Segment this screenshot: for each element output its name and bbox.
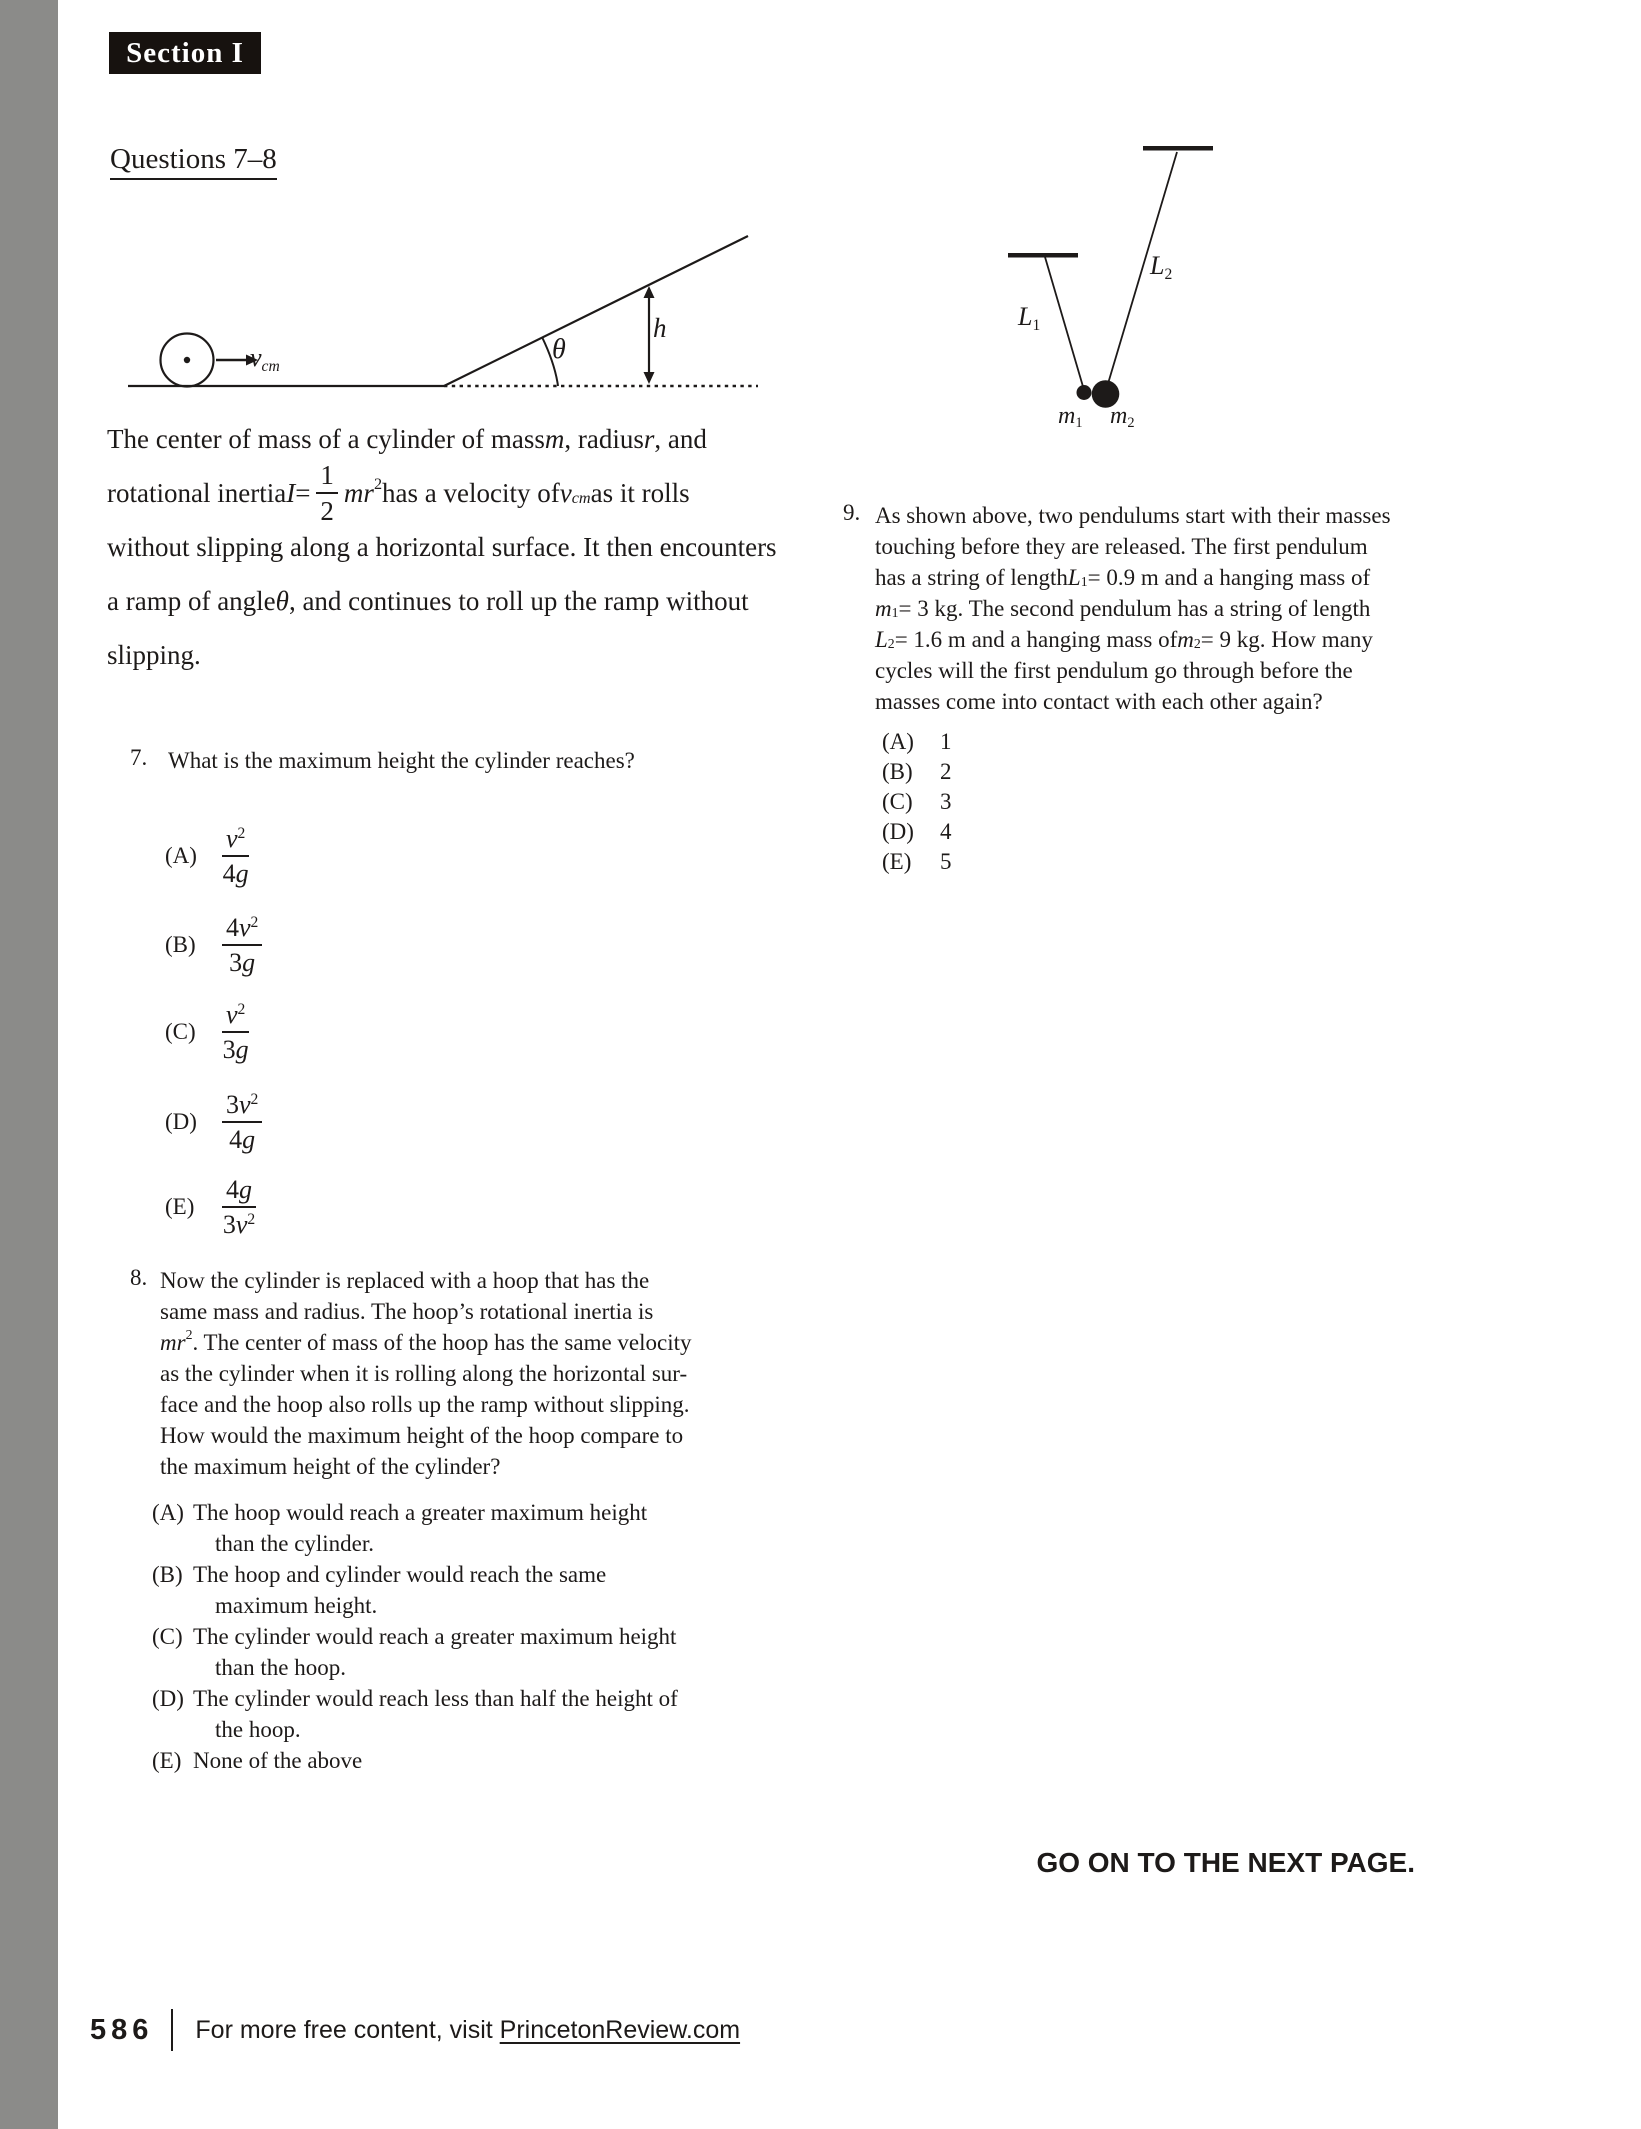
cylinder-ramp-diagram bbox=[100, 172, 765, 402]
choice-value: 3 bbox=[940, 789, 952, 814]
choice-text: than the hoop. bbox=[215, 1654, 346, 1680]
choice-value: 5 bbox=[940, 849, 952, 874]
intro-paragraph bbox=[107, 412, 777, 682]
choice-label: (B) bbox=[152, 1561, 183, 1587]
intro-line: without slipping along a horizontal surface. It then encounters bbox=[107, 531, 777, 562]
question-8-line: How would the maximum height of the hoop compare to bbox=[160, 1422, 684, 1448]
choice-fraction: $\frac{3v^2}{4g}$ bbox=[222, 1090, 262, 1154]
pendulum-mass-1 bbox=[1077, 385, 1092, 400]
page-number: 586 bbox=[90, 2013, 154, 2046]
choice-label: (A) bbox=[882, 729, 914, 754]
choice-label: (D) bbox=[882, 819, 914, 844]
question-9-line: cycles will the first pendulum go through before the bbox=[875, 657, 1353, 683]
q8-choice-d bbox=[152, 1683, 678, 1745]
choice-label: (C) bbox=[152, 1623, 183, 1649]
angle-label: θ bbox=[552, 334, 566, 365]
q7-choice-b bbox=[165, 900, 262, 990]
footer-link[interactable]: PrincetonReview.com bbox=[499, 2015, 741, 2044]
choice-text: The cylinder would reach a greater maximum height bbox=[193, 1623, 677, 1649]
choice-value: 4 bbox=[940, 819, 952, 844]
choice-label: (E) bbox=[882, 849, 912, 874]
height-arrowhead-bottom bbox=[644, 372, 655, 384]
question-7-number: 7. bbox=[130, 745, 148, 770]
question-8-line: Now the cylinder is replaced with a hoop that has the bbox=[160, 1267, 650, 1293]
q9-choice-d bbox=[882, 817, 952, 847]
choice-label: (A) bbox=[152, 1499, 184, 1525]
choice-label: (E) bbox=[152, 1747, 182, 1773]
question-9 bbox=[843, 500, 1391, 717]
choice-label: (A) bbox=[165, 843, 197, 868]
choice-label: (C) bbox=[882, 789, 913, 814]
choice-fraction: $\frac{v^2}{4g}$ bbox=[222, 823, 249, 888]
choice-text: than the cylinder. bbox=[215, 1530, 375, 1556]
intro-line: a ramp of angle θ , and continues to roll up the ramp without bbox=[107, 585, 749, 616]
choice-fraction: $\frac{4g}{3v^2}$ bbox=[222, 1174, 256, 1239]
question-8-choices bbox=[152, 1497, 678, 1776]
intro-line: rotational inertia I = $\frac{1}{2}$ mr $^2$ has a velocity of v $_{cm}$ as it rolls bbox=[107, 459, 690, 526]
pendulum-string-1 bbox=[1045, 257, 1084, 390]
question-9-line: has a string of length L $_1$ = 0.9 m and a hanging mass of bbox=[875, 564, 1371, 590]
go-on-instruction: GO ON TO THE NEXT PAGE. bbox=[1036, 1847, 1415, 1878]
pendulum-support-right bbox=[1143, 146, 1213, 151]
question-8 bbox=[130, 1265, 692, 1482]
choice-text: The hoop and cylinder would reach the same bbox=[193, 1561, 607, 1587]
question-8-number: 8. bbox=[130, 1265, 148, 1290]
question-8-line: the maximum height of the cylinder? bbox=[160, 1453, 501, 1479]
mass2-label: $m_2$ bbox=[1110, 403, 1135, 432]
choice-text: the hoop. bbox=[215, 1716, 301, 1742]
question-9-line: L $_2$ = 1.6 m and a hanging mass of m $_2$ = 9 kg. How many bbox=[875, 626, 1373, 652]
ramp-line bbox=[444, 236, 748, 386]
question-9-number: 9. bbox=[843, 500, 861, 525]
choice-value: 1 bbox=[940, 729, 952, 754]
choice-label: (B) bbox=[165, 932, 196, 957]
choice-label: (D) bbox=[152, 1685, 184, 1711]
question-8-line: mr $^2$ . The center of mass of the hoop has the same velocity bbox=[160, 1326, 692, 1355]
choice-fraction: $\frac{4v^2}{3g}$ bbox=[222, 913, 262, 977]
question-9-line: m $_1$ = 3 kg. The second pendulum has a string of length bbox=[875, 595, 1371, 621]
q8-choice-e bbox=[152, 1745, 678, 1776]
question-8-line: same mass and radius. The hoop’s rotational inertia is bbox=[160, 1298, 654, 1324]
choice-label: (C) bbox=[165, 1019, 196, 1044]
choice-value: 2 bbox=[940, 759, 952, 784]
length2-label: $L_2$ bbox=[1150, 251, 1173, 283]
height-label: h bbox=[653, 313, 667, 343]
pendulum-support-left bbox=[1008, 253, 1078, 258]
question-8-line: as the cylinder when it is rolling along the horizontal sur- bbox=[160, 1360, 688, 1386]
q7-choice-d bbox=[165, 1077, 262, 1167]
q9-choice-e bbox=[882, 847, 952, 877]
question-7 bbox=[130, 745, 635, 776]
length1-label: $L_1$ bbox=[1018, 302, 1041, 334]
question-9-line: masses come into contact with each other again? bbox=[875, 688, 1323, 714]
footer-note-text: For more free content, visit bbox=[195, 2015, 500, 2044]
section-badge: Section I bbox=[109, 32, 261, 74]
choice-label: (D) bbox=[165, 1109, 197, 1134]
question-7-prompt: What is the maximum height the cylinder reaches? bbox=[168, 747, 635, 773]
choice-text: The cylinder would reach less than half the height of bbox=[193, 1685, 678, 1711]
mass1-label: $m_1$ bbox=[1058, 403, 1083, 432]
choice-fraction: $\frac{v^2}{3g}$ bbox=[222, 999, 249, 1064]
q8-choice-c bbox=[152, 1621, 678, 1683]
question-9-line: As shown above, two pendulums start with their masses bbox=[875, 502, 1391, 528]
intro-line: slipping. bbox=[107, 639, 201, 670]
choice-text: None of the above bbox=[193, 1747, 363, 1773]
intro-line: The center of mass of a cylinder of mass m , radius r , and bbox=[107, 423, 707, 454]
q7-choice-a bbox=[165, 811, 249, 901]
q9-choice-a bbox=[882, 727, 952, 757]
choice-text: The hoop would reach a greater maximum height bbox=[193, 1499, 648, 1525]
q8-choice-a bbox=[152, 1497, 678, 1559]
q8-choice-b bbox=[152, 1559, 678, 1621]
q7-choice-c bbox=[165, 987, 249, 1077]
velocity-label: $v_{cm}$ bbox=[250, 343, 280, 375]
q7-choice-e bbox=[165, 1162, 256, 1252]
page-edge-bar bbox=[0, 0, 58, 2129]
choice-label: (B) bbox=[882, 759, 913, 784]
footer-divider bbox=[171, 2009, 173, 2051]
question-9-choices bbox=[882, 727, 952, 877]
choice-label: (E) bbox=[165, 1194, 195, 1219]
question-8-line: face and the hoop also rolls up the ramp without slipping. bbox=[160, 1391, 690, 1417]
questions-range-heading: Questions 7–8 bbox=[110, 143, 277, 180]
q9-choice-b bbox=[882, 757, 952, 787]
cylinder-center-dot bbox=[184, 357, 190, 363]
footer-note bbox=[195, 2016, 740, 2045]
page-footer bbox=[90, 2008, 740, 2052]
q9-choice-c bbox=[882, 787, 952, 817]
choice-text: maximum height. bbox=[215, 1592, 378, 1618]
question-9-line: touching before they are released. The first pendulum bbox=[875, 533, 1368, 559]
